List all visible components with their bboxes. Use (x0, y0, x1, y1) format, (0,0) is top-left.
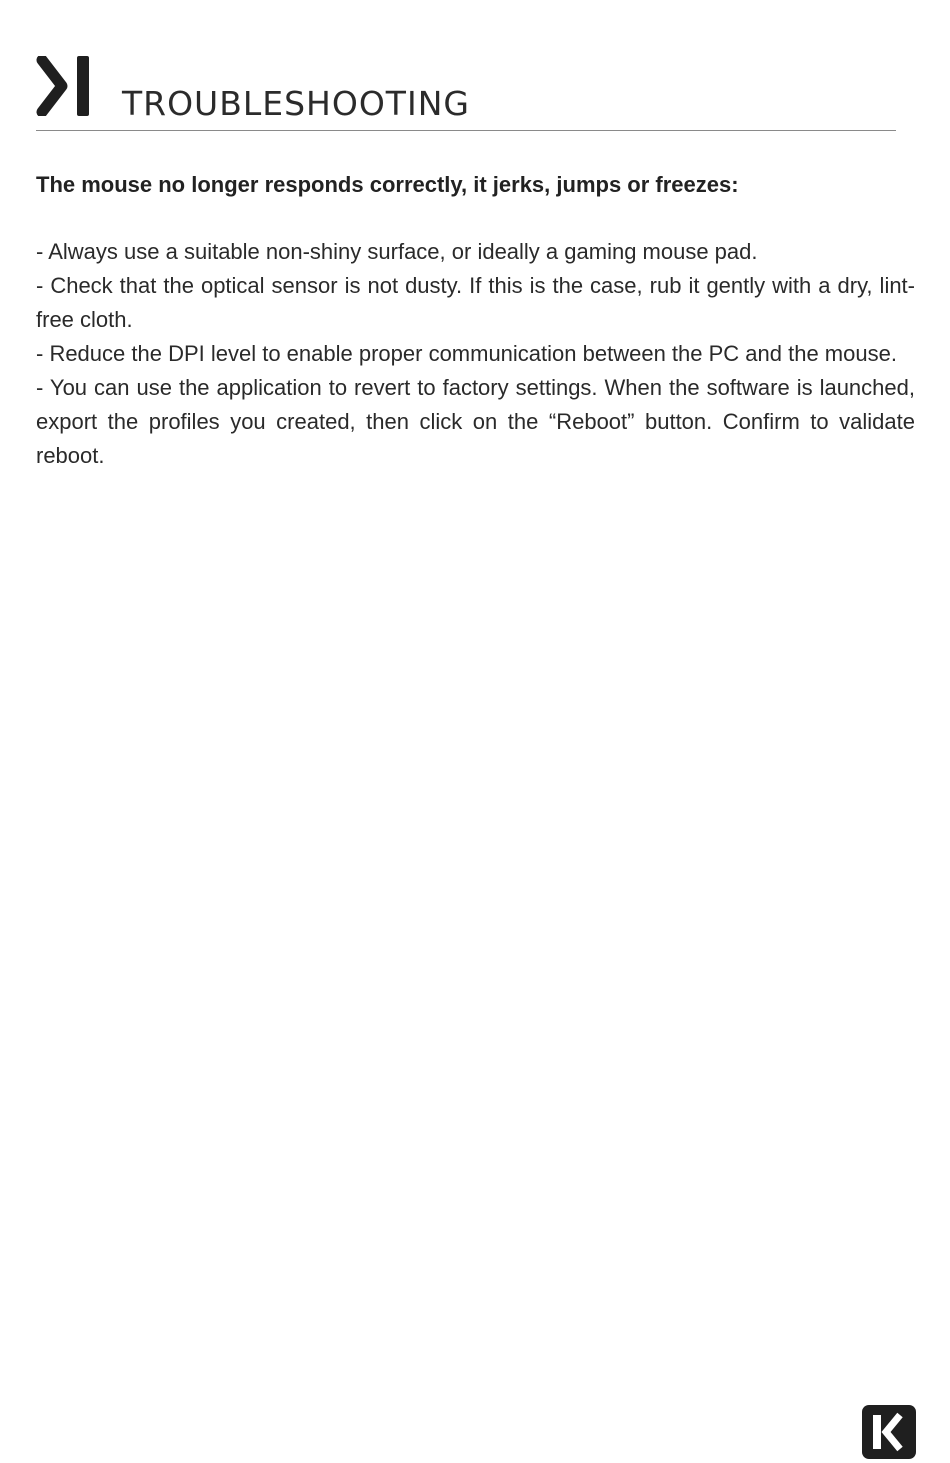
tips-list (36, 235, 915, 473)
section-heading: The mouse no longer responds correctly, it jerks, jumps or freezes: (36, 172, 739, 197)
tip-item: - You can use the application to revert to factory settings. When the software is launched, export the profiles you created, then click on the “Reboot” button. Confirm to validate reboot. (36, 375, 915, 468)
header-divider (36, 130, 896, 131)
tip-item: - Reduce the DPI level to enable proper communication between the PC and the mouse. (36, 341, 897, 366)
tip-item: - Always use a suitable non-shiny surface, or ideally a gaming mouse pad. (36, 239, 758, 264)
troubleshooting-section (36, 168, 915, 473)
chevron-bar-logo-icon (36, 56, 90, 116)
tip-item: - Check that the optical sensor is not dusty. If this is the case, rub it gently with a dry, lint-free cloth. (36, 273, 915, 332)
k-brand-logo-icon (862, 1405, 916, 1459)
page-title: TROUBLESHOOTING (122, 84, 470, 123)
